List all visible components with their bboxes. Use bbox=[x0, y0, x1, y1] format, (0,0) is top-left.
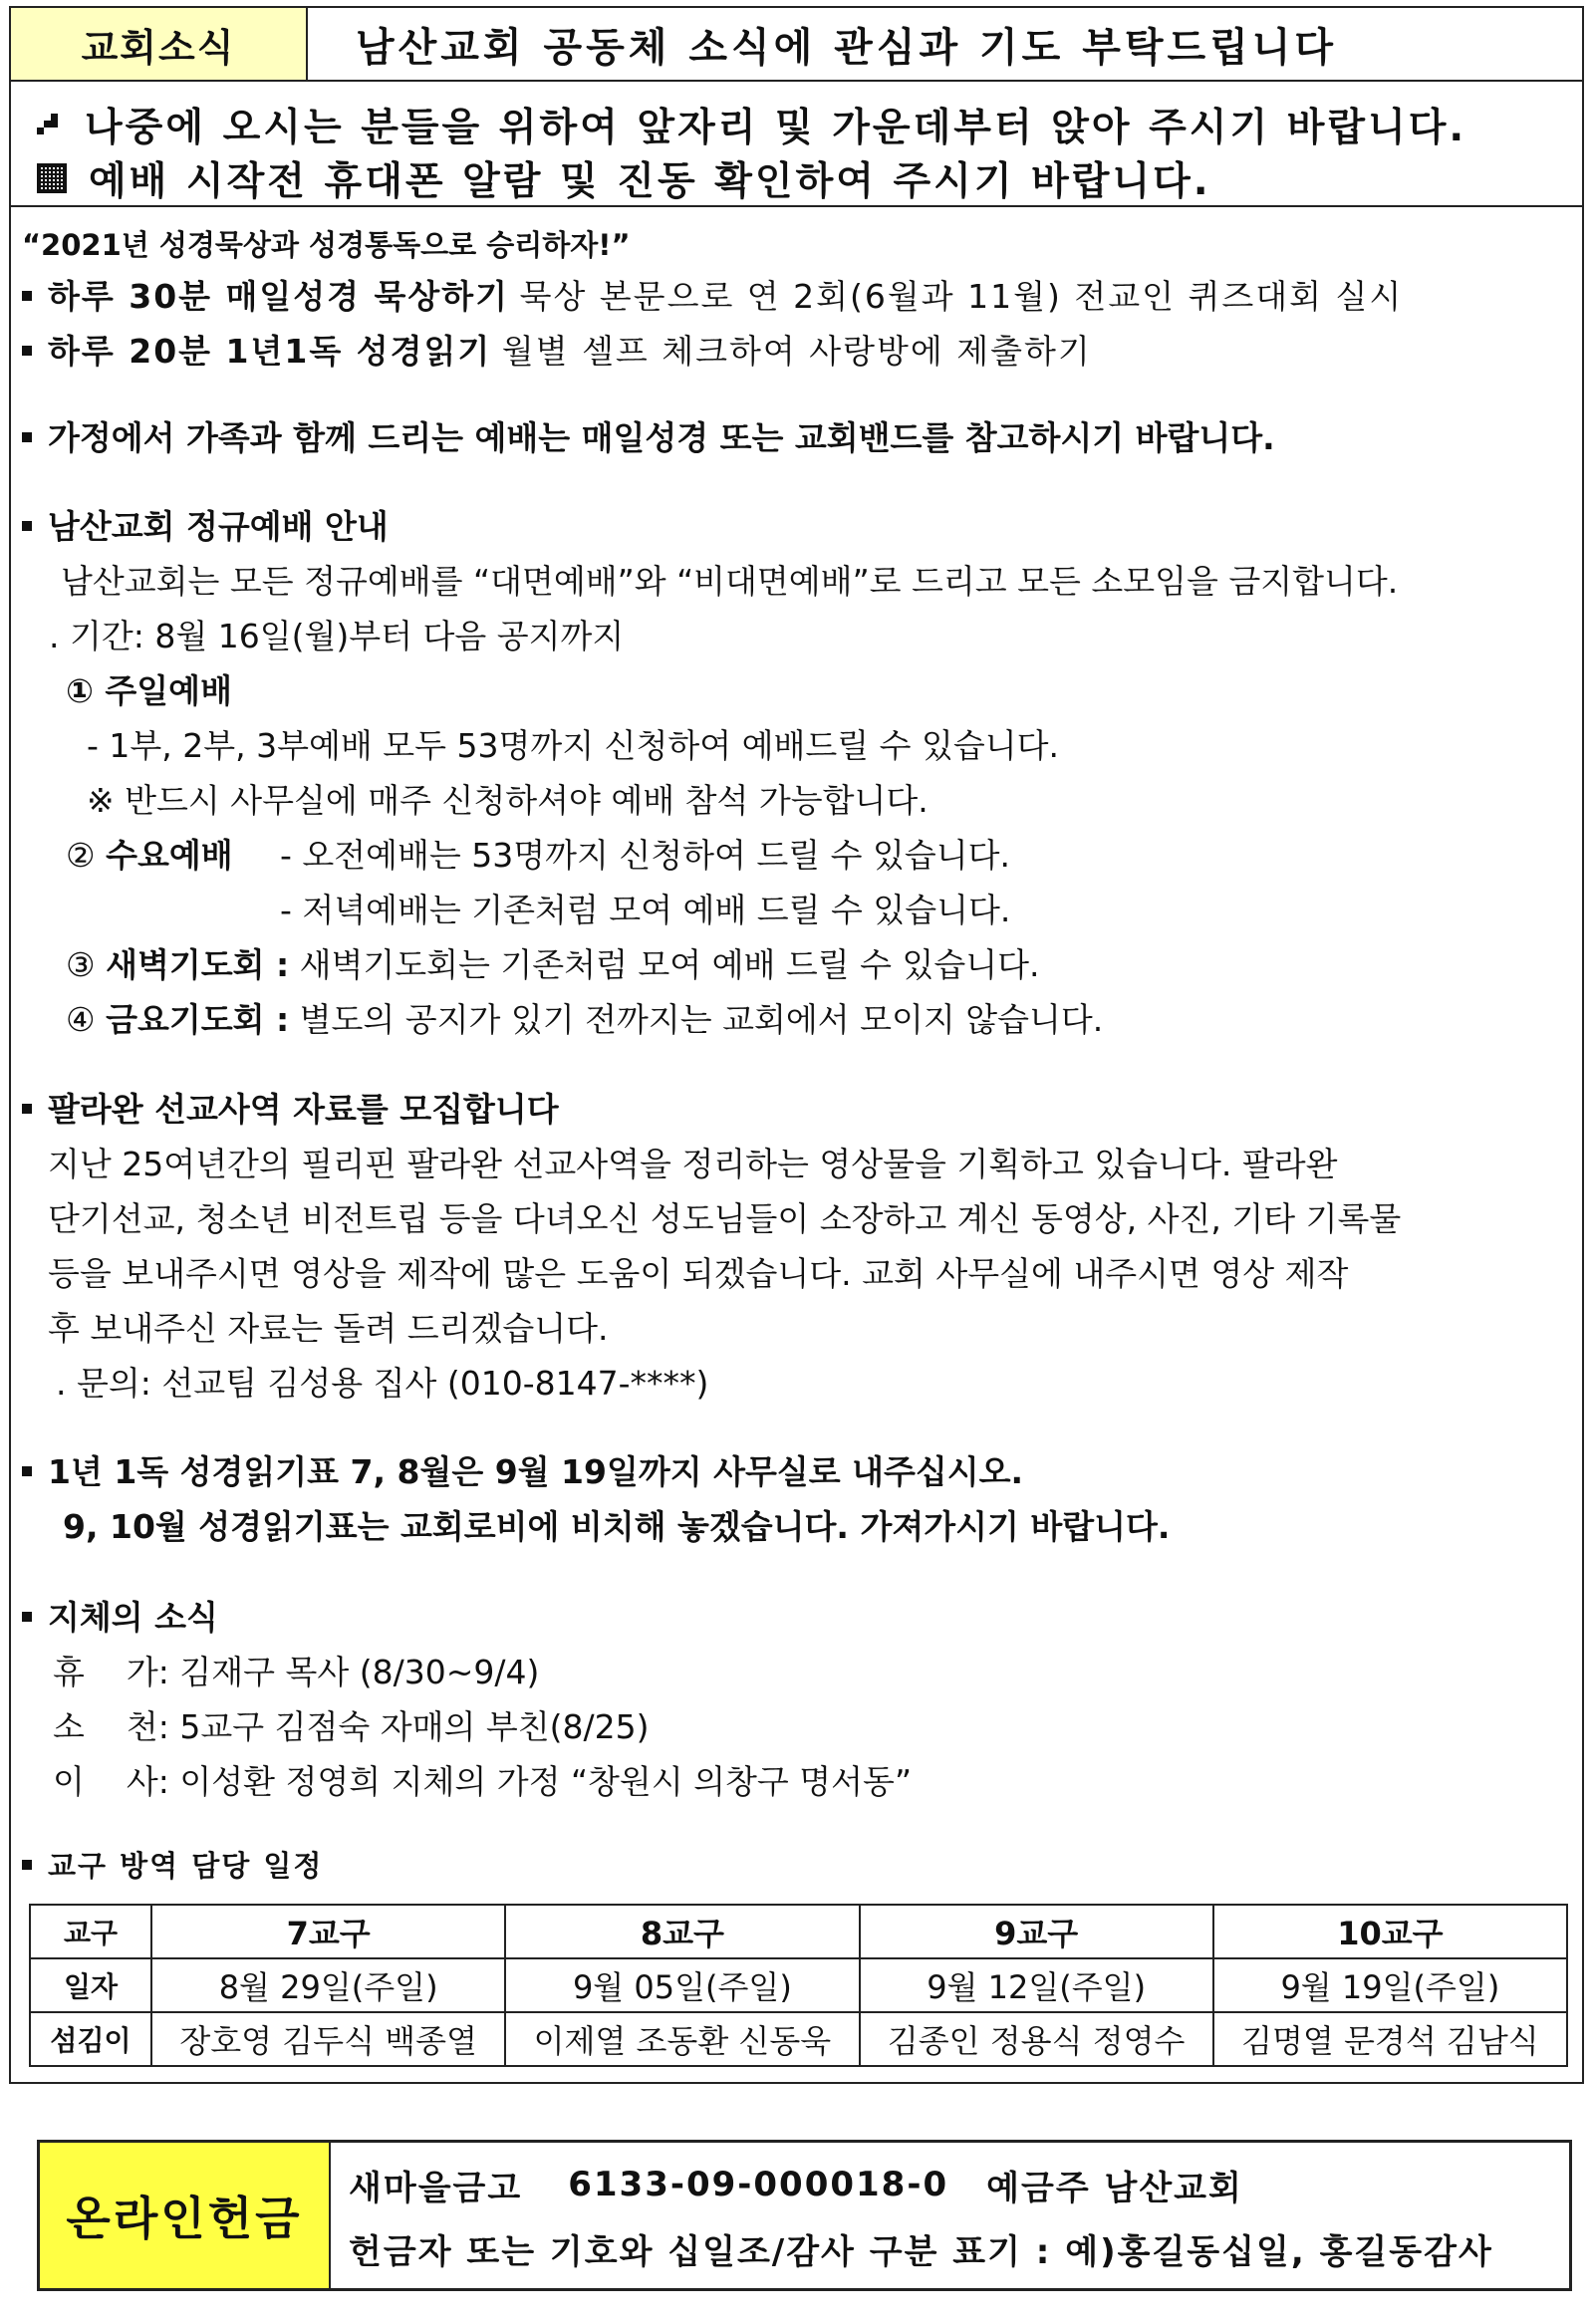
bible-item-reading-title: 하루 20분 1년1독 성경읽기 bbox=[48, 332, 492, 371]
notice-phone-text: 예배 시작전 휴대폰 알람 및 진동 확인하여 주시기 바랍니다. bbox=[89, 159, 1211, 204]
bible-item-meditation bbox=[22, 271, 1403, 318]
reading-chart-line1-text: 1년 1독 성경읽기표 7, 8월은 9월 19일까지 사무실로 내주십시오. bbox=[48, 1452, 1024, 1491]
regular-worship-heading bbox=[22, 501, 389, 548]
regular-worship-intro: 남산교회는 모든 정규예배를 “대면예배”와 “비대면예배”로 드리고 모든 소모임을 금지합니다. bbox=[61, 562, 1399, 601]
notice-box bbox=[9, 80, 1584, 207]
district-name: 10교구 bbox=[1213, 1905, 1567, 1958]
district-servers: 김종인 정용식 정영수 bbox=[860, 2012, 1213, 2066]
members-funeral bbox=[53, 1701, 649, 1748]
district-date: 9월 19일(주일) bbox=[1213, 1958, 1567, 2012]
dawn-prayer bbox=[66, 939, 1040, 986]
district-name: 9교구 bbox=[860, 1905, 1213, 1958]
members-vacation-label: 휴 가: bbox=[53, 1653, 169, 1691]
news-main bbox=[9, 205, 1584, 2084]
family-worship-text: 가정에서 가족과 함께 드리는 예배는 매일성경 또는 교회밴드를 참고하시기 바랍니다. bbox=[48, 418, 1275, 457]
notice-line-phone bbox=[37, 151, 1582, 205]
bullet-icon bbox=[22, 291, 32, 301]
bullet-icon bbox=[22, 521, 32, 531]
members-move-label: 이 사: bbox=[53, 1762, 169, 1801]
header-tag: 교회소식 bbox=[11, 8, 308, 80]
offering-account-line bbox=[349, 2153, 1569, 2216]
row-label: 교구 bbox=[30, 1905, 151, 1958]
grid-icon bbox=[37, 163, 67, 193]
notice-seating-text: 나중에 오시는 분들을 위하여 앞자리 및 가운데부터 앉아 주시기 바랍니다. bbox=[85, 106, 1467, 150]
sunday-worship-line2: ※ 반드시 사무실에 매주 신청하셔야 예배 참석 가능합니다. bbox=[87, 781, 929, 820]
dawn-prayer-num: ③ bbox=[66, 945, 96, 984]
palawan-heading-text: 팔라완 선교사역 자료를 모집합니다 bbox=[48, 1090, 559, 1129]
district-name: 8교구 bbox=[505, 1905, 859, 1958]
header-bar bbox=[9, 6, 1584, 82]
palawan-line3: 등을 보내주시면 영상을 제작에 많은 도움이 되겠습니다. 교회 사무실에 내주시면 영상 제작 bbox=[48, 1254, 1349, 1293]
members-funeral-label: 소 천: bbox=[53, 1707, 169, 1746]
district-heading bbox=[22, 1844, 323, 1885]
bible-slogan: “2021년 성경묵상과 성경통독으로 승리하자!” bbox=[22, 228, 631, 262]
regular-worship-heading-text: 남산교회 정규예배 안내 bbox=[48, 507, 389, 546]
bullet-icon bbox=[22, 1104, 32, 1114]
sunday-worship-label: ① 주일예배 bbox=[66, 671, 232, 710]
palawan-contact: . 문의: 선교팀 김성용 집사 (010-8147-****) bbox=[56, 1364, 709, 1403]
online-offering-details bbox=[331, 2143, 1569, 2288]
steps-icon bbox=[37, 112, 63, 137]
wednesday-worship-line2: - 저녁예배는 기존처럼 모여 예배 드릴 수 있습니다. bbox=[280, 891, 1011, 929]
district-servers: 장호영 김두식 백종열 bbox=[151, 2012, 505, 2066]
friday-prayer-text: 별도의 공지가 있기 전까지는 교회에서 모이지 않습니다. bbox=[299, 1000, 1104, 1039]
district-date: 8월 29일(주일) bbox=[151, 1958, 505, 2012]
offering-account-number[interactable]: 6133-09-000018-0 bbox=[568, 2165, 949, 2204]
online-offering-box bbox=[37, 2140, 1572, 2291]
district-servers: 이제열 조동환 신동욱 bbox=[505, 2012, 859, 2066]
dawn-prayer-label: 새벽기도회 : bbox=[106, 945, 290, 984]
dawn-prayer-text: 새벽기도회는 기존처럼 모여 예배 드릴 수 있습니다. bbox=[299, 945, 1040, 984]
bullet-icon bbox=[22, 346, 32, 356]
members-move-text: 이성환 정영희 지체의 가정 “창원시 의창구 명서동” bbox=[179, 1762, 913, 1801]
bible-item-meditation-text: 묵상 본문으로 연 2회(6월과 11월) 전교인 퀴즈대회 실시 bbox=[519, 277, 1404, 316]
bible-item-reading-text: 월별 셀프 체크하여 사랑방에 제출하기 bbox=[501, 332, 1092, 371]
bullet-icon bbox=[22, 1466, 32, 1476]
offering-holder: 예금주 남산교회 bbox=[986, 2168, 1243, 2208]
palawan-line1: 지난 25여년간의 필리핀 팔라완 선교사역을 정리하는 영상물을 기획하고 있습니다. 팔라완 bbox=[48, 1145, 1338, 1183]
offering-bank: 새마을금고 bbox=[349, 2168, 523, 2208]
members-funeral-text: 5교구 김점숙 자매의 부친(8/25) bbox=[179, 1707, 650, 1746]
friday-prayer-label: 금요기도회 : bbox=[106, 1000, 290, 1039]
notice-line-seating bbox=[37, 98, 1582, 151]
bullet-icon bbox=[22, 432, 32, 442]
wednesday-worship bbox=[66, 830, 233, 877]
district-schedule-table bbox=[29, 1904, 1568, 2067]
wednesday-worship-line1: - 오전예배는 53명까지 신청하여 드릴 수 있습니다. bbox=[280, 836, 1011, 875]
reading-chart-line1 bbox=[22, 1446, 1023, 1493]
palawan-heading bbox=[22, 1084, 559, 1131]
friday-prayer bbox=[66, 994, 1103, 1041]
family-worship-notice bbox=[22, 412, 1275, 459]
palawan-line2: 단기선교, 청소년 비전트립 등을 다녀오신 성도님들이 소장하고 계신 동영상, 사진, 기타 기록물 bbox=[48, 1199, 1402, 1238]
bible-item-reading bbox=[22, 326, 1092, 373]
sunday-worship-line1: - 1부, 2부, 3부예배 모두 53명까지 신청하여 예배드릴 수 있습니다. bbox=[87, 726, 1059, 765]
district-servers: 김명열 문경석 김남식 bbox=[1213, 2012, 1567, 2066]
wednesday-worship-label: 수요예배 bbox=[106, 836, 233, 875]
friday-prayer-num: ④ bbox=[66, 1000, 96, 1039]
table-row bbox=[30, 1958, 1567, 2012]
wednesday-worship-num: ② bbox=[66, 836, 96, 875]
district-date: 9월 12일(주일) bbox=[860, 1958, 1213, 2012]
row-label: 섬김이 bbox=[30, 2012, 151, 2066]
table-row bbox=[30, 2012, 1567, 2066]
bullet-icon bbox=[22, 1860, 32, 1870]
online-offering-tag: 온라인헌금 bbox=[40, 2143, 331, 2288]
members-heading-text: 지체의 소식 bbox=[48, 1598, 218, 1637]
members-move bbox=[53, 1756, 912, 1803]
members-vacation-text: 김재구 목사 (8/30~9/4) bbox=[179, 1653, 540, 1691]
row-label: 일자 bbox=[30, 1958, 151, 2012]
header-title: 남산교회 공동체 소식에 관심과 기도 부탁드립니다 bbox=[356, 24, 1338, 71]
bible-item-meditation-title: 하루 30분 매일성경 묵상하기 bbox=[48, 277, 510, 316]
members-vacation bbox=[53, 1647, 539, 1693]
reading-chart-line2: 9, 10월 성경읽기표는 교회로비에 비치해 놓겠습니다. 가져가시기 바랍니다. bbox=[63, 1507, 1171, 1546]
regular-worship-period: . 기간: 8월 16일(월)부터 다음 공지까지 bbox=[49, 617, 625, 655]
palawan-line4: 후 보내주신 자료는 돌려 드리겠습니다. bbox=[48, 1309, 609, 1348]
bullet-icon bbox=[22, 1612, 32, 1622]
district-name: 7교구 bbox=[151, 1905, 505, 1958]
district-heading-text: 교구 방역 담당 일정 bbox=[48, 1849, 324, 1883]
offering-instruction: 헌금자 또는 기호와 십일조/감사 구분 표기 : 예)홍길동십일, 홍길동감사 bbox=[349, 2231, 1493, 2272]
members-heading bbox=[22, 1592, 218, 1639]
table-row bbox=[30, 1905, 1567, 1958]
district-date: 9월 05일(주일) bbox=[505, 1958, 859, 2012]
